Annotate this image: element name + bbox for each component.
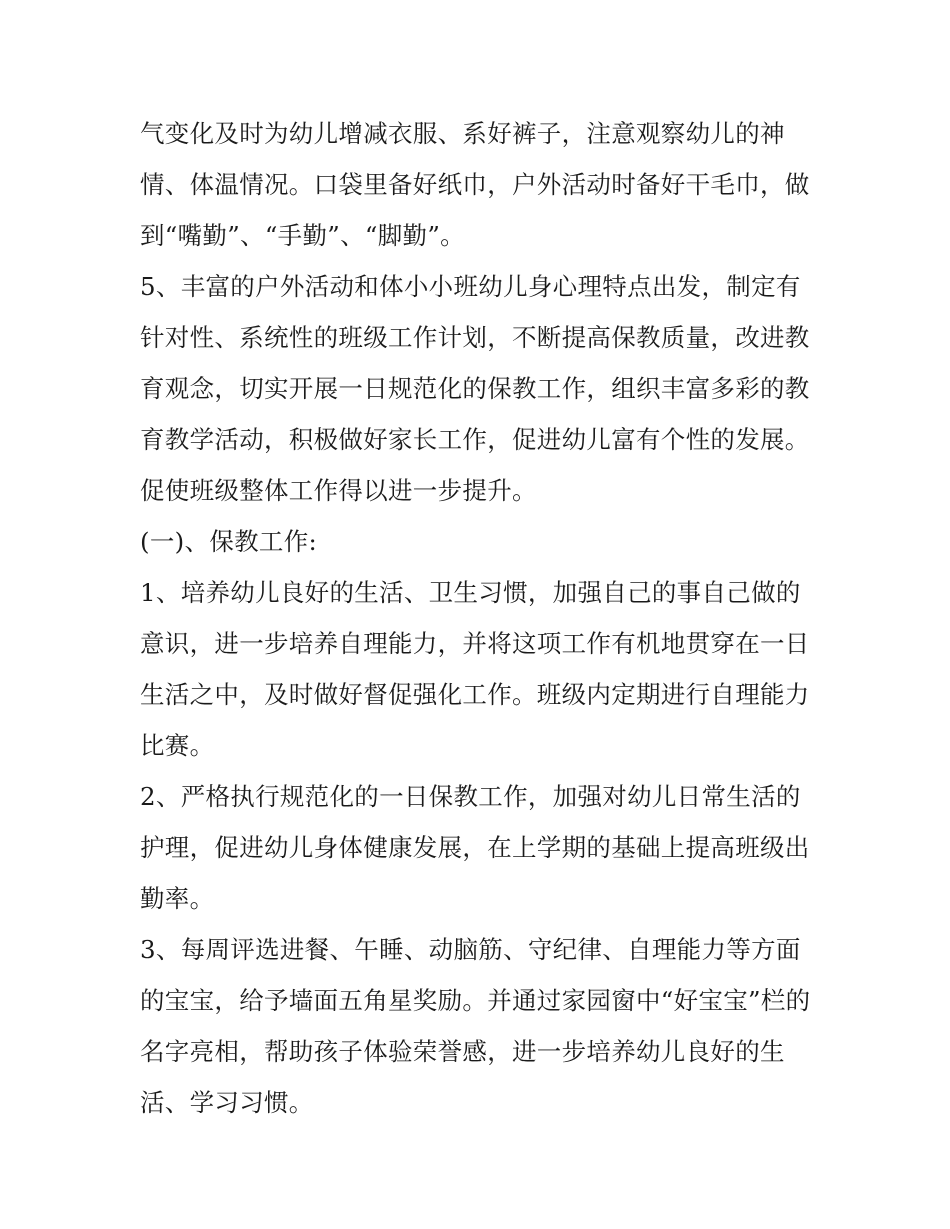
text-line: 意识，进一步培养自理能力，并将这项工作有机地贯穿在一日 [140, 629, 810, 658]
text-line: 促使班级整体工作得以进一步提升。 [140, 476, 537, 505]
text-line: 勤率。 [140, 884, 215, 913]
text-line: 1、培养幼儿良好的生活、卫生习惯，加强自己的事自己做的 [140, 578, 801, 607]
text-line: 育观念，切实开展一日规范化的保教工作，组织丰富多彩的教 [140, 374, 810, 403]
text-line: 的宝宝，给予墙面五角星奖励。并通过家园窗中“好宝宝”栏的 [140, 986, 811, 1015]
text-line: 到“嘴勤”、“手勤”、“脚勤”。 [140, 221, 465, 250]
text-line: 名字亮相，帮助孩子体验荣誉感，进一步培养幼儿良好的生 [140, 1037, 785, 1066]
text-line: 活、学习习惯。 [140, 1088, 314, 1117]
text-line: 情、体温情况。口袋里备好纸巾，户外活动时备好干毛巾，做 [140, 170, 810, 199]
document-body-text [140, 108, 820, 1128]
text-line: 护理，促进幼儿身体健康发展，在上学期的基础上提高班级出 [140, 833, 810, 862]
text-line: 育教学活动，积极做好家长工作，促进幼儿富有个性的发展。 [140, 425, 810, 454]
section-heading: (一)、保教工作: [140, 527, 318, 556]
text-line: 气变化及时为幼儿增减衣服、系好裤子，注意观察幼儿的神 [140, 119, 785, 148]
text-line: 生活之中，及时做好督促强化工作。班级内定期进行自理能力 [140, 680, 810, 709]
text-line: 3、每周评选进餐、午睡、动脑筋、守纪律、自理能力等方面 [140, 935, 801, 964]
text-line: 5、丰富的户外活动和体小小班幼儿身心理特点出发，制定有 [140, 272, 801, 301]
text-line: 针对性、系统性的班级工作计划，不断提高保教质量，改进教 [140, 323, 810, 352]
text-line: 2、严格执行规范化的一日保教工作，加强对幼儿日常生活的 [140, 782, 801, 811]
text-line: 比赛。 [140, 731, 215, 760]
